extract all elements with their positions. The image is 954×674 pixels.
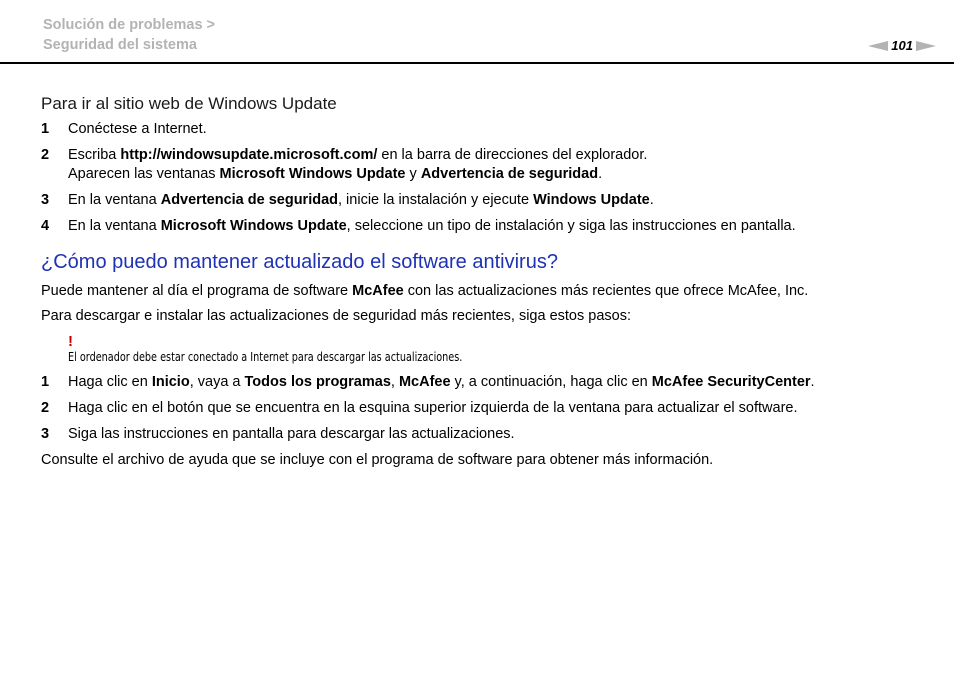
paragraph: Puede mantener al día el programa de software McAfee con las actualizaciones más recientes que ofrece McAfee, Inc. (41, 283, 809, 299)
list-item (41, 425, 921, 444)
next-page-arrow-icon[interactable] (916, 41, 936, 51)
header-divider (0, 62, 954, 64)
step-number: 2 (41, 147, 50, 163)
step-text: Haga clic en Inicio, vaya a Todos los programas, McAfee y, a continuación, haga clic en McAfee SecurityCenter. (68, 374, 815, 390)
note-box (68, 334, 921, 364)
section-heading: ¿Cómo puedo mantener actualizado el software antivirus? (41, 251, 558, 273)
page-content (41, 93, 921, 476)
paragraph: Consulte el archivo de ayuda que se incluye con el programa de software para obtener más información. (41, 452, 714, 468)
breadcrumb-current: Seguridad del sistema (43, 37, 197, 53)
note-text: El ordenador debe estar conectado a Internet para descargar las actualizaciones. (68, 349, 463, 364)
step-number: 4 (41, 218, 50, 234)
step-text: Conéctese a Internet. (68, 121, 207, 137)
list-item (41, 120, 921, 139)
page-navigation (868, 38, 936, 53)
paragraph: Para descargar e instalar las actualizaciones de seguridad más recientes, siga estos pasos: (41, 308, 631, 324)
step-text: En la ventana Advertencia de seguridad, inicie la instalación y ejecute Windows Update. (68, 192, 654, 208)
warning-icon: ! (68, 333, 73, 350)
step-text: Siga las instrucciones en pantalla para descargar las actualizaciones. (68, 426, 515, 442)
page-number: 101 (891, 38, 913, 53)
step-number: 1 (41, 374, 50, 390)
step-number: 2 (41, 400, 50, 416)
previous-page-arrow-icon[interactable] (868, 41, 888, 51)
list-item (41, 373, 921, 392)
list-item (41, 399, 921, 418)
list-item (41, 146, 921, 184)
step-text: En la ventana Microsoft Windows Update, seleccione un tipo de instalación y siga las instrucciones en pantalla. (68, 218, 796, 234)
step-text: Haga clic en el botón que se encuentra en la esquina superior izquierda de la ventana para actualizar el software. (68, 400, 798, 416)
step-number: 1 (41, 121, 50, 137)
list-item (41, 191, 921, 210)
step-number: 3 (41, 192, 50, 208)
list-item (41, 217, 921, 236)
breadcrumb-parent: Solución de problemas > (43, 17, 216, 33)
url-text: http://windowsupdate.microsoft.com/ (120, 147, 378, 163)
step-number: 3 (41, 426, 50, 442)
section-subheading: Para ir al sitio web de Windows Update (41, 94, 337, 113)
step-text: Escriba http://windowsupdate.microsoft.com/ en la barra de direcciones del explorador. Aparecen las ventanas Microsoft Windows Update y Advertencia de seguridad. (68, 147, 648, 182)
